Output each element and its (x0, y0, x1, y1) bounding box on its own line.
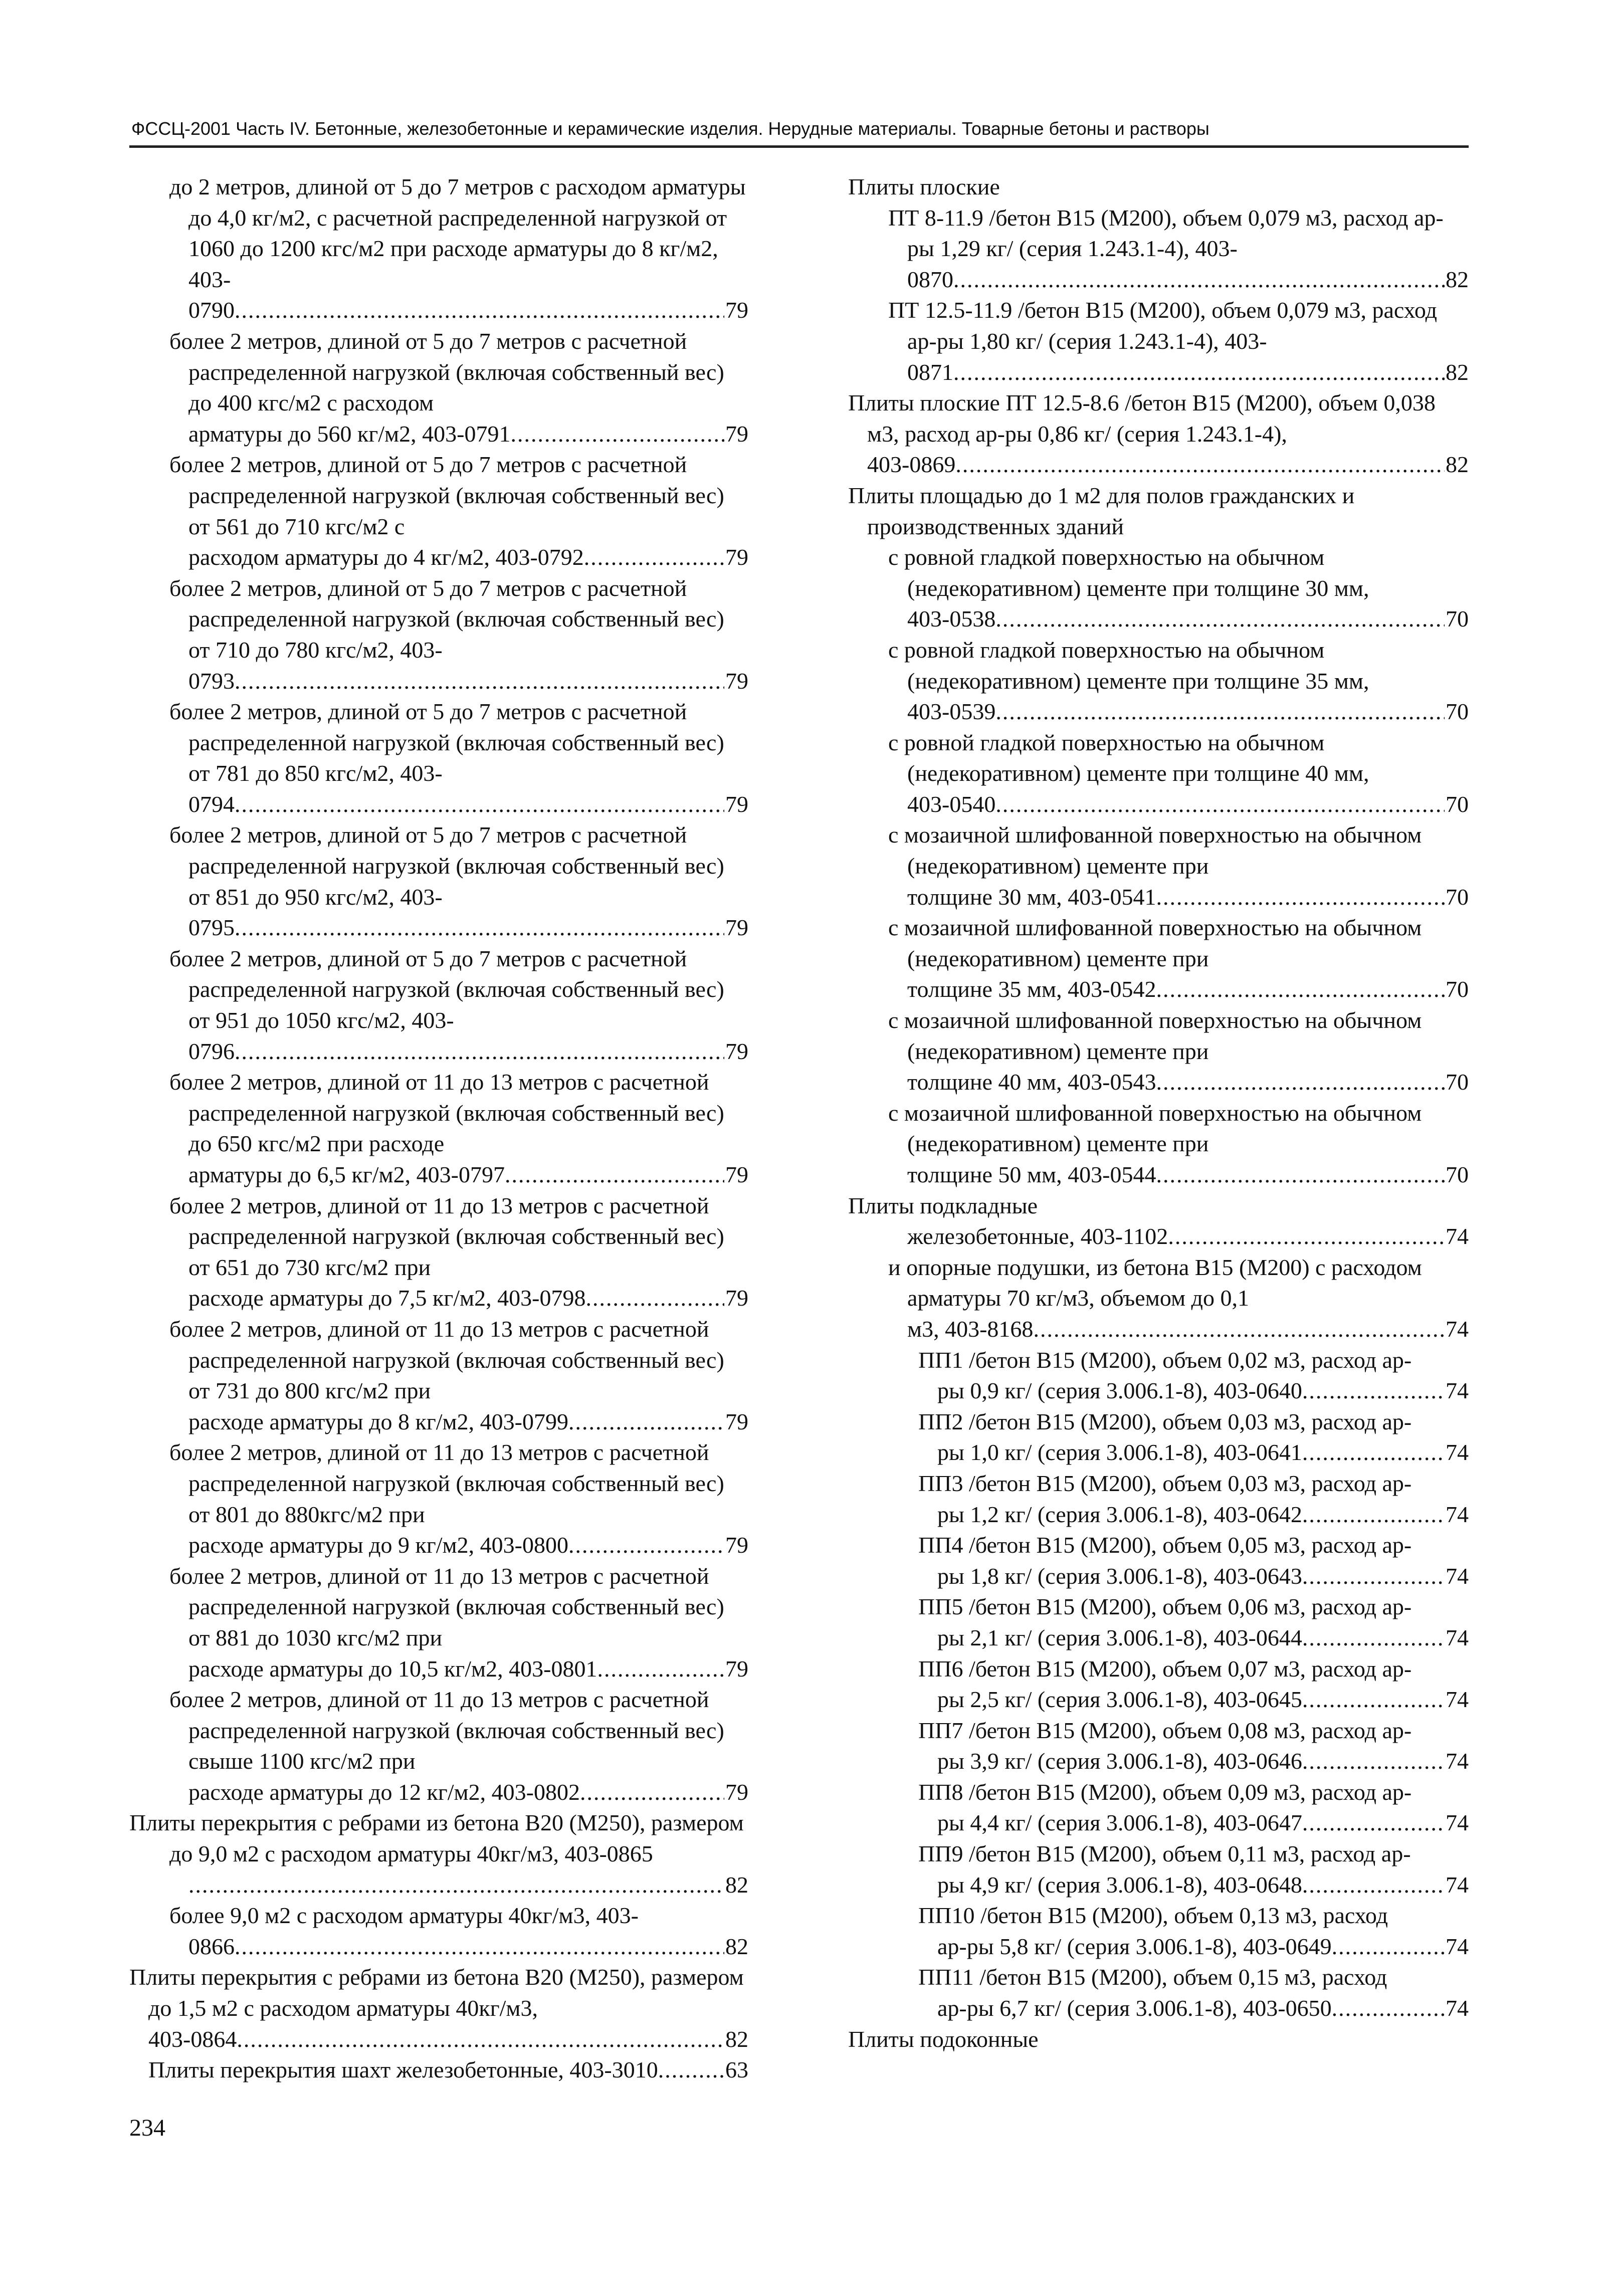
entry-tail-text: 403-0864 (148, 2026, 237, 2052)
dot-leader (237, 2024, 724, 2055)
entry-leader-line (188, 1530, 748, 1561)
dot-leader (953, 357, 1445, 388)
index-entry (848, 1221, 1469, 1252)
entry-leader-line (188, 542, 748, 573)
dot-leader (1302, 1437, 1445, 1468)
page-reference: 74 (1446, 1687, 1469, 1713)
page-reference: 79 (725, 1532, 748, 1558)
entry-leader-line (188, 1406, 748, 1437)
page-reference: 74 (1446, 1810, 1469, 1836)
page-reference: 82 (1446, 359, 1469, 385)
page-reference: 74 (1446, 1624, 1469, 1650)
entry-leader-line (937, 1869, 1469, 1901)
index-entry (848, 1530, 1469, 1591)
entry-tail-text: 0871 (907, 359, 953, 385)
entry-leader-line (188, 1931, 748, 1962)
index-entry (129, 1838, 748, 1900)
page-reference: 74 (1446, 1563, 1469, 1589)
index-entry (848, 171, 1469, 202)
index-entry (848, 1900, 1469, 1962)
index-entry (848, 387, 1469, 480)
entry-leader-line (148, 2024, 748, 2055)
dot-leader (585, 1283, 724, 1314)
entry-text: ПП10 /бетон В15 (М200), объем 0,13 м3, расход (918, 1903, 1388, 1929)
entry-tail-text: расходе арматуры до 10,5 кг/м2, 403-0801 (188, 1655, 597, 1682)
index-entry (129, 1561, 748, 1684)
entry-leader-line (188, 1036, 748, 1067)
dot-leader (1302, 1561, 1445, 1592)
index-entry (848, 2024, 1469, 2055)
entry-leader-line (907, 789, 1469, 820)
entry-leader-line (188, 1777, 748, 1808)
dot-leader (1302, 1869, 1445, 1901)
entry-tail-text: 0870 (907, 266, 953, 292)
dot-leader (995, 603, 1445, 635)
page-reference: 74 (1446, 1748, 1469, 1774)
entry-leader-line (907, 603, 1469, 635)
entry-leader-line (188, 666, 748, 697)
entry-text: более 2 метров, длиной от 11 до 13 метров с расчетной распределенной нагрузкой (включая собственный вес) от 801 до 880кгс/м2 при (169, 1439, 724, 1527)
entry-tail-text: расходе арматуры до 8 кг/м2, 403-0799 (188, 1408, 568, 1434)
entry-leader-line (937, 1437, 1469, 1468)
index-entry (848, 635, 1469, 727)
entry-leader-line (937, 1499, 1469, 1530)
index-entry (129, 1190, 748, 1314)
index-entry (848, 542, 1469, 635)
index-entry (848, 912, 1469, 1005)
page-reference: 79 (725, 668, 748, 694)
entry-leader-line (907, 264, 1469, 295)
entry-tail-text: ры 1,8 кг/ (серия 3.006.1-8), 403-0643 (937, 1563, 1302, 1589)
dot-leader (1156, 1067, 1445, 1098)
entry-tail-text: 0796 (188, 1038, 235, 1064)
entry-leader-line (907, 1221, 1469, 1252)
index-entry (129, 573, 748, 696)
entry-tail-text: Плиты перекрытия шахт железобетонные, 403-3010 (148, 2057, 658, 2083)
index-entry (129, 819, 748, 943)
entry-leader-line (907, 1314, 1469, 1345)
index-entry (129, 2054, 748, 2085)
dot-leader (584, 542, 724, 573)
page-reference: 82 (725, 1871, 748, 1898)
entry-text: Плиты плоские (848, 174, 1000, 199)
entry-text: Плиты перекрытия с ребрами из бетона В20 (М250), размером (129, 1810, 744, 1836)
index-entry (848, 1005, 1469, 1098)
index-entry (129, 1807, 748, 1838)
page-reference: 70 (1446, 884, 1469, 910)
index-entry (848, 1406, 1469, 1468)
dot-leader (953, 264, 1445, 295)
dot-leader (568, 1406, 724, 1437)
entry-leader-line (937, 1746, 1469, 1777)
entry-tail-text: 0790 (188, 297, 235, 323)
page-reference: 63 (725, 2057, 748, 2083)
page-reference: 82 (1446, 452, 1469, 478)
page-reference: 79 (725, 421, 748, 447)
header-rule (129, 145, 1469, 148)
entry-tail-text: 403-0538 (907, 606, 996, 632)
entry-tail-text: расходе арматуры до 12 кг/м2, 403-0802 (188, 1779, 580, 1805)
entry-leader-line (188, 419, 748, 450)
index-entry (848, 1777, 1469, 1838)
dot-leader (1302, 1375, 1445, 1406)
index-entry (848, 1591, 1469, 1653)
entry-leader-line (937, 1684, 1469, 1715)
page-reference: 79 (725, 1285, 748, 1311)
entry-text: более 2 метров, длиной от 11 до 13 метров с расчетной распределенной нагрузкой (включая собственный вес) от 881 до 1030 кгс/м2 при (169, 1563, 724, 1650)
dot-leader (955, 449, 1445, 480)
entry-text: с ровной гладкой поверхностью на обычном (недекоративном) цементе при толщине 40 мм, (888, 729, 1369, 786)
entry-text: ПП11 /бетон В15 (М200), объем 0,15 м3, расход (918, 1964, 1387, 1990)
entry-tail-text: толщине 40 мм, 403-0543 (907, 1069, 1156, 1095)
index-entry (848, 1098, 1469, 1190)
entry-leader-line (907, 1067, 1469, 1098)
index-entry (129, 943, 748, 1067)
entry-text: Плиты подоконные (848, 2026, 1039, 2052)
entry-leader-line (907, 1159, 1469, 1190)
index-entry (129, 1684, 748, 1807)
index-entry (129, 1314, 748, 1437)
entry-leader-line (188, 1869, 748, 1901)
entry-tail-text: толщине 30 мм, 403-0541 (907, 884, 1156, 910)
entry-text: до 2 метров, длиной от 5 до 7 метров с расходом арматуры до 4,0 кг/м2, с расчетной распределенной нагрузкой от 1060 до 1200 кгс/м2 при расходе арматуры до 8 кг/м2, 403- (169, 174, 746, 292)
entry-tail-text: арматуры до 560 кг/м2, 403-0791 (188, 421, 511, 447)
entry-text: ПТ 12.5-11.9 /бетон В15 (М200), объем 0,079 м3, расход ар-ры 1,80 кг/ (серия 1.243.1-4), 403- (888, 297, 1437, 354)
page-reference: 79 (725, 297, 748, 323)
page-reference: 79 (725, 915, 748, 941)
entry-tail-text: ры 0,9 кг/ (серия 3.006.1-8), 403-0640 (937, 1378, 1302, 1404)
page-reference: 82 (1446, 266, 1469, 292)
dot-leader (235, 295, 724, 326)
page-reference: 70 (1446, 699, 1469, 725)
dot-leader (235, 1036, 724, 1067)
entry-tail-text: 0866 (188, 1933, 235, 1959)
entry-text: более 2 метров, длиной от 5 до 7 метров с расчетной распределенной нагрузкой (включая собственный вес) от 851 до 950 кгс/м2, 403- (169, 822, 724, 910)
index-entry (129, 326, 748, 449)
entry-text: Плиты перекрытия с ребрами из бетона В20 (М250), размером до 1,5 м2 с расходом арматуры 40кг/м3, (129, 1964, 744, 2021)
page-reference: 79 (725, 1655, 748, 1682)
dot-leader (995, 696, 1445, 727)
page-reference: 79 (725, 1408, 748, 1434)
dot-leader (995, 789, 1445, 820)
entry-text: более 2 метров, длиной от 5 до 7 метров с расчетной распределенной нагрузкой (включая собственный вес) от 710 до 780 кгс/м2, 403- (169, 575, 724, 663)
index-column-right (848, 171, 1469, 2054)
index-entry (129, 696, 748, 819)
page-reference: 70 (1446, 606, 1469, 632)
index-entry (129, 1067, 748, 1190)
entry-leader-line (907, 882, 1469, 913)
entry-leader-line (937, 1375, 1469, 1406)
entry-text: ПП5 /бетон В15 (М200), объем 0,06 м3, расход ар- (918, 1594, 1412, 1620)
entry-leader-line (907, 357, 1469, 388)
entry-text: более 2 метров, длиной от 11 до 13 метров с расчетной распределенной нагрузкой (включая собственный вес) свыше 1100 кгс/м2 при (169, 1687, 724, 1774)
entry-leader-line (188, 1283, 748, 1314)
entry-text: ПП8 /бетон В15 (М200), объем 0,09 м3, расход ар- (918, 1779, 1412, 1805)
dot-leader (235, 912, 724, 943)
dot-leader (235, 1931, 724, 1962)
entry-tail-text: ры 4,4 кг/ (серия 3.006.1-8), 403-0647 (937, 1810, 1302, 1836)
dot-leader (188, 1869, 724, 1901)
dot-leader (1302, 1622, 1445, 1653)
dot-leader (1302, 1499, 1445, 1530)
running-header: ФССЦ-2001 Часть IV. Бетонные, железобетонные и керамические изделия. Нерудные материалы. Товарные бетоны и растворы (131, 118, 1209, 139)
index-entry (848, 1345, 1469, 1406)
entry-text: с мозаичной шлифованной поверхностью на обычном (недекоративном) цементе при (888, 1100, 1422, 1157)
dot-leader (1332, 1993, 1445, 2024)
page-reference: 74 (1446, 1501, 1469, 1527)
entry-leader-line (907, 696, 1469, 727)
index-entry (848, 1468, 1469, 1530)
entry-tail-text: железобетонные, 403-1102 (907, 1223, 1168, 1249)
page-reference: 79 (725, 1779, 748, 1805)
dot-leader (1033, 1314, 1445, 1345)
entry-text: и опорные подушки, из бетона В15 (М200) с расходом арматуры 70 кг/м3, объемом до 0,1 (888, 1254, 1422, 1311)
entry-text: ПП6 /бетон В15 (М200), объем 0,07 м3, расход ар- (918, 1655, 1412, 1682)
entry-tail-text: ар-ры 6,7 кг/ (серия 3.006.1-8), 403-0650 (937, 1995, 1332, 2021)
entry-tail-text: толщине 50 мм, 403-0544 (907, 1162, 1156, 1187)
index-column-left (129, 171, 748, 2085)
page-number: 234 (129, 2115, 165, 2141)
entry-tail-text: расходе арматуры до 7,5 кг/м2, 403-0798 (188, 1285, 586, 1311)
page-reference: 74 (1446, 1316, 1469, 1342)
entry-tail-text: ры 1,0 кг/ (серия 3.006.1-8), 403-0641 (937, 1439, 1302, 1466)
entry-text: с ровной гладкой поверхностью на обычном (недекоративном) цементе при толщине 35 мм, (888, 637, 1369, 694)
index-entry (129, 171, 748, 326)
index-entry (848, 202, 1469, 295)
entry-leader-line (907, 974, 1469, 1005)
index-entry (848, 1653, 1469, 1715)
entry-leader-line (937, 1931, 1469, 1962)
index-entry (848, 1962, 1469, 2023)
index-entry (848, 1715, 1469, 1777)
entry-tail-text: ры 2,1 кг/ (серия 3.006.1-8), 403-0644 (937, 1624, 1302, 1650)
page-reference: 70 (1446, 1162, 1469, 1187)
entry-tail-text: арматуры до 6,5 кг/м2, 403-0797 (188, 1162, 505, 1187)
entry-tail-text: 0794 (188, 791, 235, 817)
dot-leader (658, 2054, 724, 2085)
entry-tail-text: ры 4,9 кг/ (серия 3.006.1-8), 403-0648 (937, 1871, 1302, 1898)
entry-leader-line (937, 1561, 1469, 1592)
entry-text: ПП4 /бетон В15 (М200), объем 0,05 м3, расход ар- (918, 1532, 1412, 1558)
dot-leader (510, 419, 724, 450)
entry-tail-text: ры 3,9 кг/ (серия 3.006.1-8), 403-0646 (937, 1748, 1302, 1774)
index-entry (848, 295, 1469, 387)
entry-leader-line (937, 1622, 1469, 1653)
page-reference: 79 (725, 544, 748, 570)
dot-leader (580, 1777, 724, 1808)
entry-tail-text: расходом арматуры до 4 кг/м2, 403-0792 (188, 544, 584, 570)
entry-leader-line (867, 449, 1469, 480)
index-entry (129, 449, 748, 572)
index-entry (848, 1838, 1469, 1900)
entry-tail-text: ар-ры 5,8 кг/ (серия 3.006.1-8), 403-0649 (937, 1933, 1332, 1959)
dot-leader (1156, 1159, 1445, 1190)
page-reference: 79 (725, 1162, 748, 1187)
entry-text: более 9,0 м2 с расходом арматуры 40кг/м3, 403- (169, 1903, 639, 1929)
index-entry (848, 1190, 1469, 1221)
entry-leader-line (188, 1653, 748, 1685)
dot-leader (1302, 1746, 1445, 1777)
entry-tail-text: 0793 (188, 668, 235, 694)
dot-leader (1302, 1807, 1445, 1838)
entry-leader-line (188, 295, 748, 326)
index-entry (848, 1252, 1469, 1345)
dot-leader (235, 666, 724, 697)
page-reference: 74 (1446, 1439, 1469, 1466)
entry-tail-text: 403-0540 (907, 791, 996, 817)
entry-text: Плиты подкладные (848, 1192, 1038, 1218)
entry-text: более 2 метров, длиной от 11 до 13 метров с расчетной распределенной нагрузкой (включая собственный вес) от 731 до 800 кгс/м2 при (169, 1316, 724, 1404)
entry-text: с мозаичной шлифованной поверхностью на обычном (недекоративном) цементе при (888, 915, 1422, 971)
entry-text: более 2 метров, длиной от 5 до 7 метров с расчетной распределенной нагрузкой (включая собственный вес) от 951 до 1050 кгс/м2, 403- (169, 945, 724, 1033)
entry-text: ПП1 /бетон В15 (М200), объем 0,02 м3, расход ар- (918, 1347, 1412, 1373)
page-reference: 79 (725, 791, 748, 817)
entry-text: ПТ 8-11.9 /бетон В15 (М200), объем 0,079 м3, расход ар-ры 1,29 кг/ (серия 1.243.1-4), 403- (888, 204, 1444, 262)
dot-leader (1156, 882, 1445, 913)
index-entry (129, 1437, 748, 1560)
page-reference: 74 (1446, 1871, 1469, 1898)
entry-text: ПП2 /бетон В15 (М200), объем 0,03 м3, расход ар- (918, 1408, 1412, 1434)
index-entry (129, 1962, 748, 2054)
dot-leader (1156, 974, 1445, 1005)
entry-text: ПП9 /бетон В15 (М200), объем 0,11 м3, расход ар- (918, 1841, 1411, 1867)
entry-text: более 2 метров, длиной от 11 до 13 метров с расчетной распределенной нагрузкой (включая собственный вес) до 650 кгс/м2 при расходе (169, 1069, 724, 1157)
dot-leader (235, 789, 724, 820)
dot-leader (597, 1653, 724, 1685)
index-entry (129, 1900, 748, 1962)
dot-leader (1168, 1221, 1445, 1252)
entry-leader-line (148, 2054, 748, 2085)
entry-leader-line (188, 789, 748, 820)
index-entry (848, 727, 1469, 820)
entry-text: ПП7 /бетон В15 (М200), объем 0,08 м3, расход ар- (918, 1717, 1412, 1743)
entry-tail-text: 403-0869 (867, 452, 956, 478)
page-reference: 82 (725, 2026, 748, 2052)
entry-text: более 2 метров, длиной от 5 до 7 метров с расчетной распределенной нагрузкой (включая собственный вес) от 781 до 850 кгс/м2, 403- (169, 699, 724, 786)
entry-text: более 2 метров, длиной от 5 до 7 метров с расчетной распределенной нагрузкой (включая собственный вес) от 561 до 710 кгс/м2 с (169, 452, 724, 539)
dot-leader (1332, 1931, 1445, 1962)
page-reference: 70 (1446, 791, 1469, 817)
page-reference: 74 (1446, 1995, 1469, 2021)
page-reference: 79 (725, 1038, 748, 1064)
dot-leader (1302, 1684, 1445, 1715)
dot-leader (505, 1159, 724, 1190)
page-reference: 70 (1446, 1069, 1469, 1095)
entry-text: ПП3 /бетон В15 (М200), объем 0,03 м3, расход ар- (918, 1470, 1412, 1496)
entry-leader-line (188, 912, 748, 943)
entry-tail-text: м3, 403-8168 (907, 1316, 1034, 1342)
page-reference: 70 (1446, 976, 1469, 1002)
entry-tail-text: ры 1,2 кг/ (серия 3.006.1-8), 403-0642 (937, 1501, 1302, 1527)
entry-text: с мозаичной шлифованной поверхностью на обычном (недекоративном) цементе при (888, 1007, 1422, 1064)
entry-tail-text: ры 2,5 кг/ (серия 3.006.1-8), 403-0645 (937, 1687, 1302, 1713)
entry-tail-text: 0795 (188, 915, 235, 941)
page-reference: 74 (1446, 1223, 1469, 1249)
page-reference: 74 (1446, 1933, 1469, 1959)
page-reference: 74 (1446, 1378, 1469, 1404)
entry-text: с мозаичной шлифованной поверхностью на обычном (недекоративном) цементе при (888, 822, 1422, 879)
entry-tail-text: 403-0539 (907, 699, 996, 725)
entry-leader-line (937, 1993, 1469, 2024)
index-entry (848, 480, 1469, 542)
entry-text: более 2 метров, длиной от 11 до 13 метров с расчетной распределенной нагрузкой (включая собственный вес) от 651 до 730 кгс/м2 при (169, 1192, 724, 1280)
page-reference: 82 (725, 1933, 748, 1959)
index-entry (848, 819, 1469, 912)
dot-leader (568, 1530, 724, 1561)
entry-leader-line (937, 1807, 1469, 1838)
entry-text: с ровной гладкой поверхностью на обычном (недекоративном) цементе при толщине 30 мм, (888, 544, 1369, 601)
entry-text: до 9,0 м2 с расходом арматуры 40кг/м3, 403-0865 (169, 1841, 653, 1867)
entry-tail-text: толщине 35 мм, 403-0542 (907, 976, 1156, 1002)
entry-text: Плиты плоские ПТ 12.5-8.6 /бетон В15 (М200), объем 0,038 м3, расход ар-ры 0,86 кг/ (серия 1.243.1-4), (848, 390, 1436, 447)
entry-text: более 2 метров, длиной от 5 до 7 метров с расчетной распределенной нагрузкой (включая собственный вес) до 400 кгс/м2 с расходом (169, 328, 724, 416)
entry-leader-line (188, 1159, 748, 1190)
entry-tail-text: расходе арматуры до 9 кг/м2, 403-0800 (188, 1532, 568, 1558)
entry-text: Плиты площадью до 1 м2 для полов гражданских и производственных зданий (848, 482, 1355, 539)
